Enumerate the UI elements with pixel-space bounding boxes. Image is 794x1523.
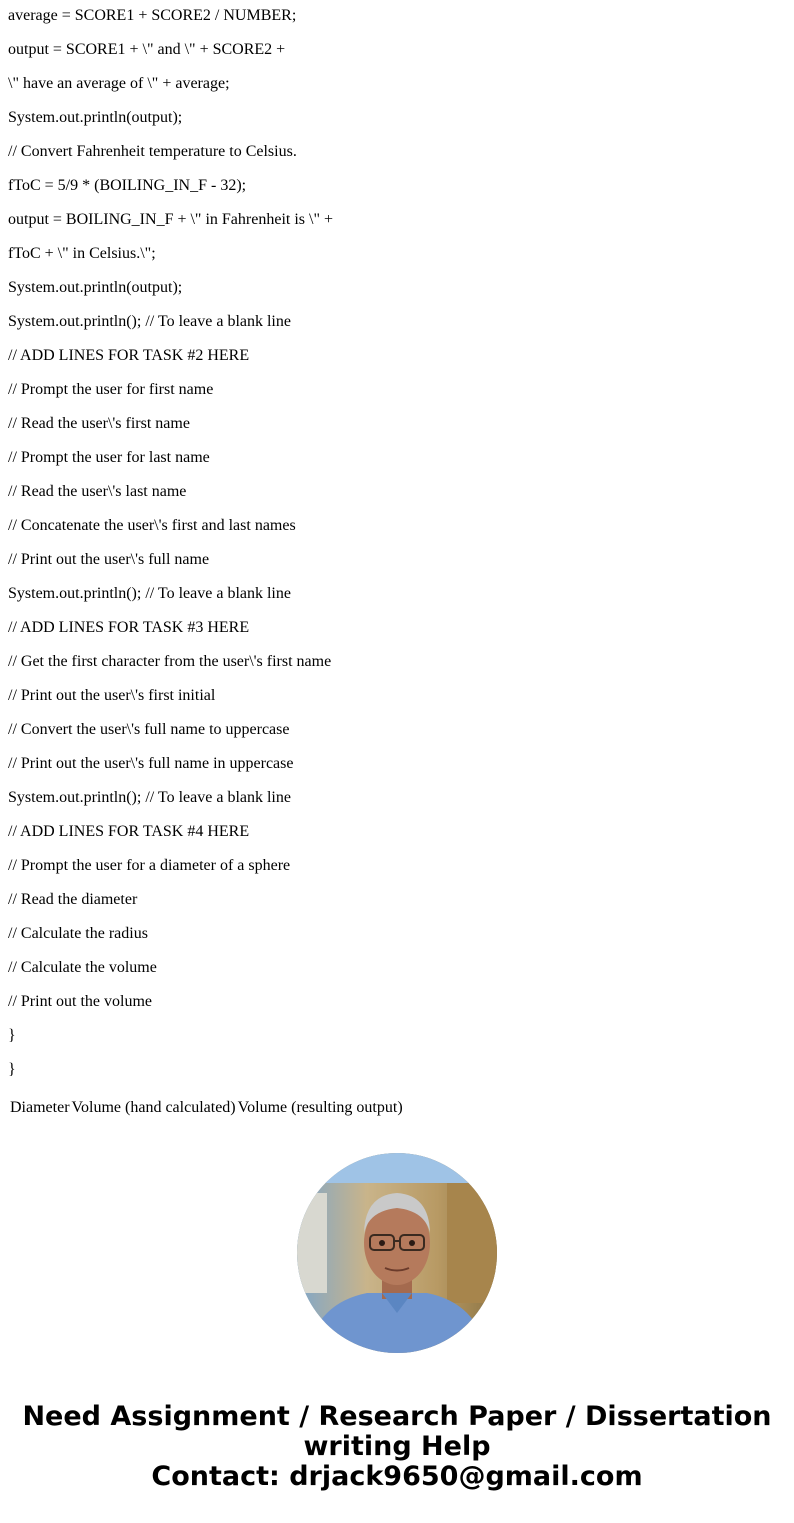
code-line: // Calculate the volume [8, 959, 157, 976]
author-avatar [297, 1153, 497, 1353]
code-line: // Concatenate the user\'s first and last names [8, 517, 296, 534]
code-line: // Print out the user\'s full name in uppercase [8, 755, 294, 772]
code-line: \" have an average of \" + average; [8, 75, 230, 92]
code-line: // Prompt the user for a diameter of a sphere [8, 857, 291, 874]
footer-headline: Need Assignment / Research Paper / Dissertation [22, 1401, 772, 1432]
code-line: // Get the first character from the user\'s first name [8, 653, 332, 670]
code-line: // Calculate the radius [8, 925, 148, 942]
code-line: // Convert the user\'s full name to uppercase [8, 721, 290, 738]
header-volume-hand: Volume (hand calculated) [71, 1099, 236, 1116]
code-line: System.out.println(output); [8, 109, 183, 126]
contact-footer [0, 1402, 794, 1492]
code-line: // Print out the user\'s first initial [8, 687, 216, 704]
code-line: fToC + \" in Celsius.\"; [8, 245, 156, 262]
code-line: // ADD LINES FOR TASK #4 HERE [8, 823, 250, 840]
footer-subheadline: writing Help [303, 1431, 491, 1462]
code-line: } [8, 1061, 16, 1078]
header-volume-output: Volume (resulting output) [237, 1099, 403, 1116]
code-listing [8, 0, 788, 1095]
code-line: // Prompt the user for last name [8, 449, 210, 466]
code-line: // Print out the user\'s full name [8, 551, 210, 568]
code-line: output = BOILING_IN_F + \" in Fahrenheit is \" + [8, 211, 333, 228]
results-table [8, 1096, 405, 1120]
code-line: System.out.println(); // To leave a blank line [8, 789, 291, 806]
footer-contact-email: Contact: drjack9650@gmail.com [151, 1461, 643, 1492]
code-line: // Convert Fahrenheit temperature to Celsius. [8, 143, 297, 160]
portrait-image [297, 1153, 497, 1353]
code-line: // ADD LINES FOR TASK #3 HERE [8, 619, 250, 636]
code-line: fToC = 5/9 * (BOILING_IN_F - 32); [8, 177, 247, 194]
code-line: // Read the user\'s first name [8, 415, 190, 432]
code-line: } [8, 1027, 16, 1044]
code-line: System.out.println(output); [8, 279, 183, 296]
code-line: // Prompt the user for first name [8, 381, 214, 398]
code-line: System.out.println(); // To leave a blank line [8, 585, 291, 602]
header-diameter: Diameter [10, 1099, 70, 1116]
code-line: // Print out the volume [8, 993, 152, 1010]
code-line: // Read the user\'s last name [8, 483, 187, 500]
code-line: // Read the diameter [8, 891, 138, 908]
table-header-row [10, 1098, 403, 1118]
code-line: output = SCORE1 + \" and \" + SCORE2 + [8, 41, 286, 58]
results-table-container [0, 1096, 794, 1122]
code-line: // ADD LINES FOR TASK #2 HERE [8, 347, 250, 364]
code-line: average = SCORE1 + SCORE2 / NUMBER; [8, 7, 297, 24]
code-line: System.out.println(); // To leave a blank line [8, 313, 291, 330]
